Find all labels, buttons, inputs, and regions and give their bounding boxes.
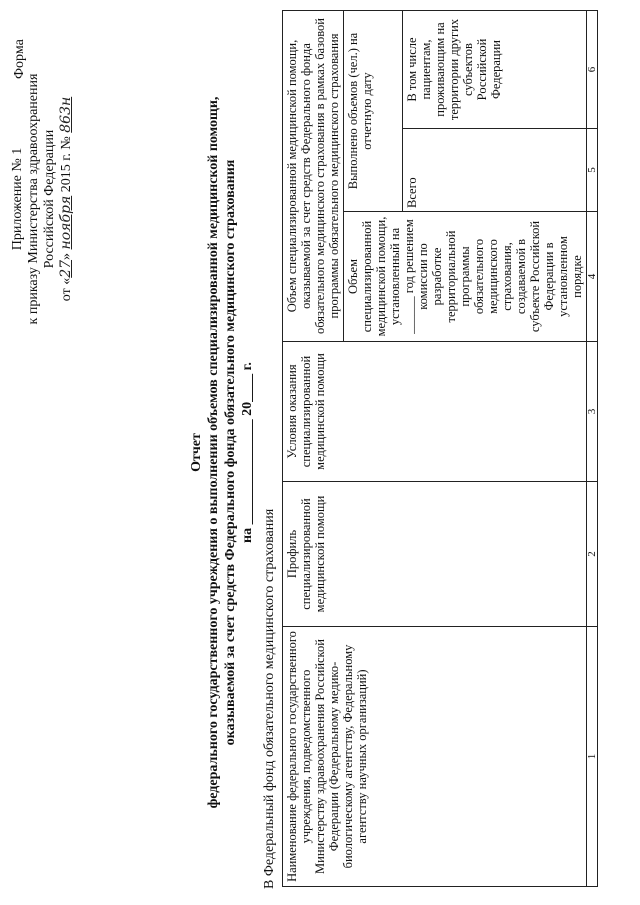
appendix-order-ref: к приказу Министерства здравоохранения [26,73,41,325]
header-completed-volume: Выполнено объемов (чел.) на отчетную дату [344,11,403,212]
report-title [188,0,256,905]
column-number: 1 [587,627,598,887]
appendix-number: Приложение № 1 [10,147,25,251]
title-line-1: федерального государственного учреждения о выполнении объемов специализированной медицинской помощи, [206,96,221,809]
date-year: 2015 г. № [59,136,74,193]
header-established-volume: Объем специализированной медицинской помощи, установленный на ______ год решением комиссии по разработке территориальной программы обязательного медицинского страхования, создаваемой в субъекте Российской Федерации в установленном порядке [344,212,587,342]
header-institution-name: Наименование федерального государственного учреждения, подведомственного Министерству здравоохранения Российской Федерации (Федеральному медико-биологическому агентству, Федеральному агентству научных организаций) [283,627,587,887]
title-line-2: оказываемой за счет средств Федерального фонда обязательного медицинского страхования [223,159,238,746]
report-table [282,10,598,887]
order-number: 863н [58,96,74,133]
header-other-regions: В том числе пациентам, проживающим на территории других субъектов Российской Федерации [402,11,586,129]
column-number: 5 [587,129,598,212]
table-header-row-1 [283,11,344,887]
header-total: Всего [402,129,586,212]
appendix-federation: Российской Федерации [42,129,57,269]
form-label: Форма [12,39,27,79]
column-number: 6 [587,11,598,129]
appendix-date [58,49,75,349]
column-number: 4 [587,212,598,342]
title-line-3: на _______________ 20____ г. [240,362,255,543]
date-month: ноября [58,195,74,250]
table-number-row [587,11,598,887]
recipient-line: В Федеральный фонд обязательного медицинского страхования [262,508,277,889]
date-day: 27 [58,259,74,278]
header-profile: Профиль специализированной медицинской помощи [283,482,587,627]
header-volume-group: Объем специализированной медицинской помощи, оказываемой за счет средств Федерального фонда обязательного медицинского страхования в рамках базовой программы обязательного медицинского страхования [283,11,344,342]
header-conditions: Условия оказания специализированной медицинской помощи [283,342,587,482]
title-heading: Отчет [189,433,204,472]
column-number: 3 [587,342,598,482]
date-mid: » [59,252,74,260]
appendix-header [10,49,75,349]
date-prefix: от « [59,277,74,302]
column-number: 2 [587,482,598,627]
